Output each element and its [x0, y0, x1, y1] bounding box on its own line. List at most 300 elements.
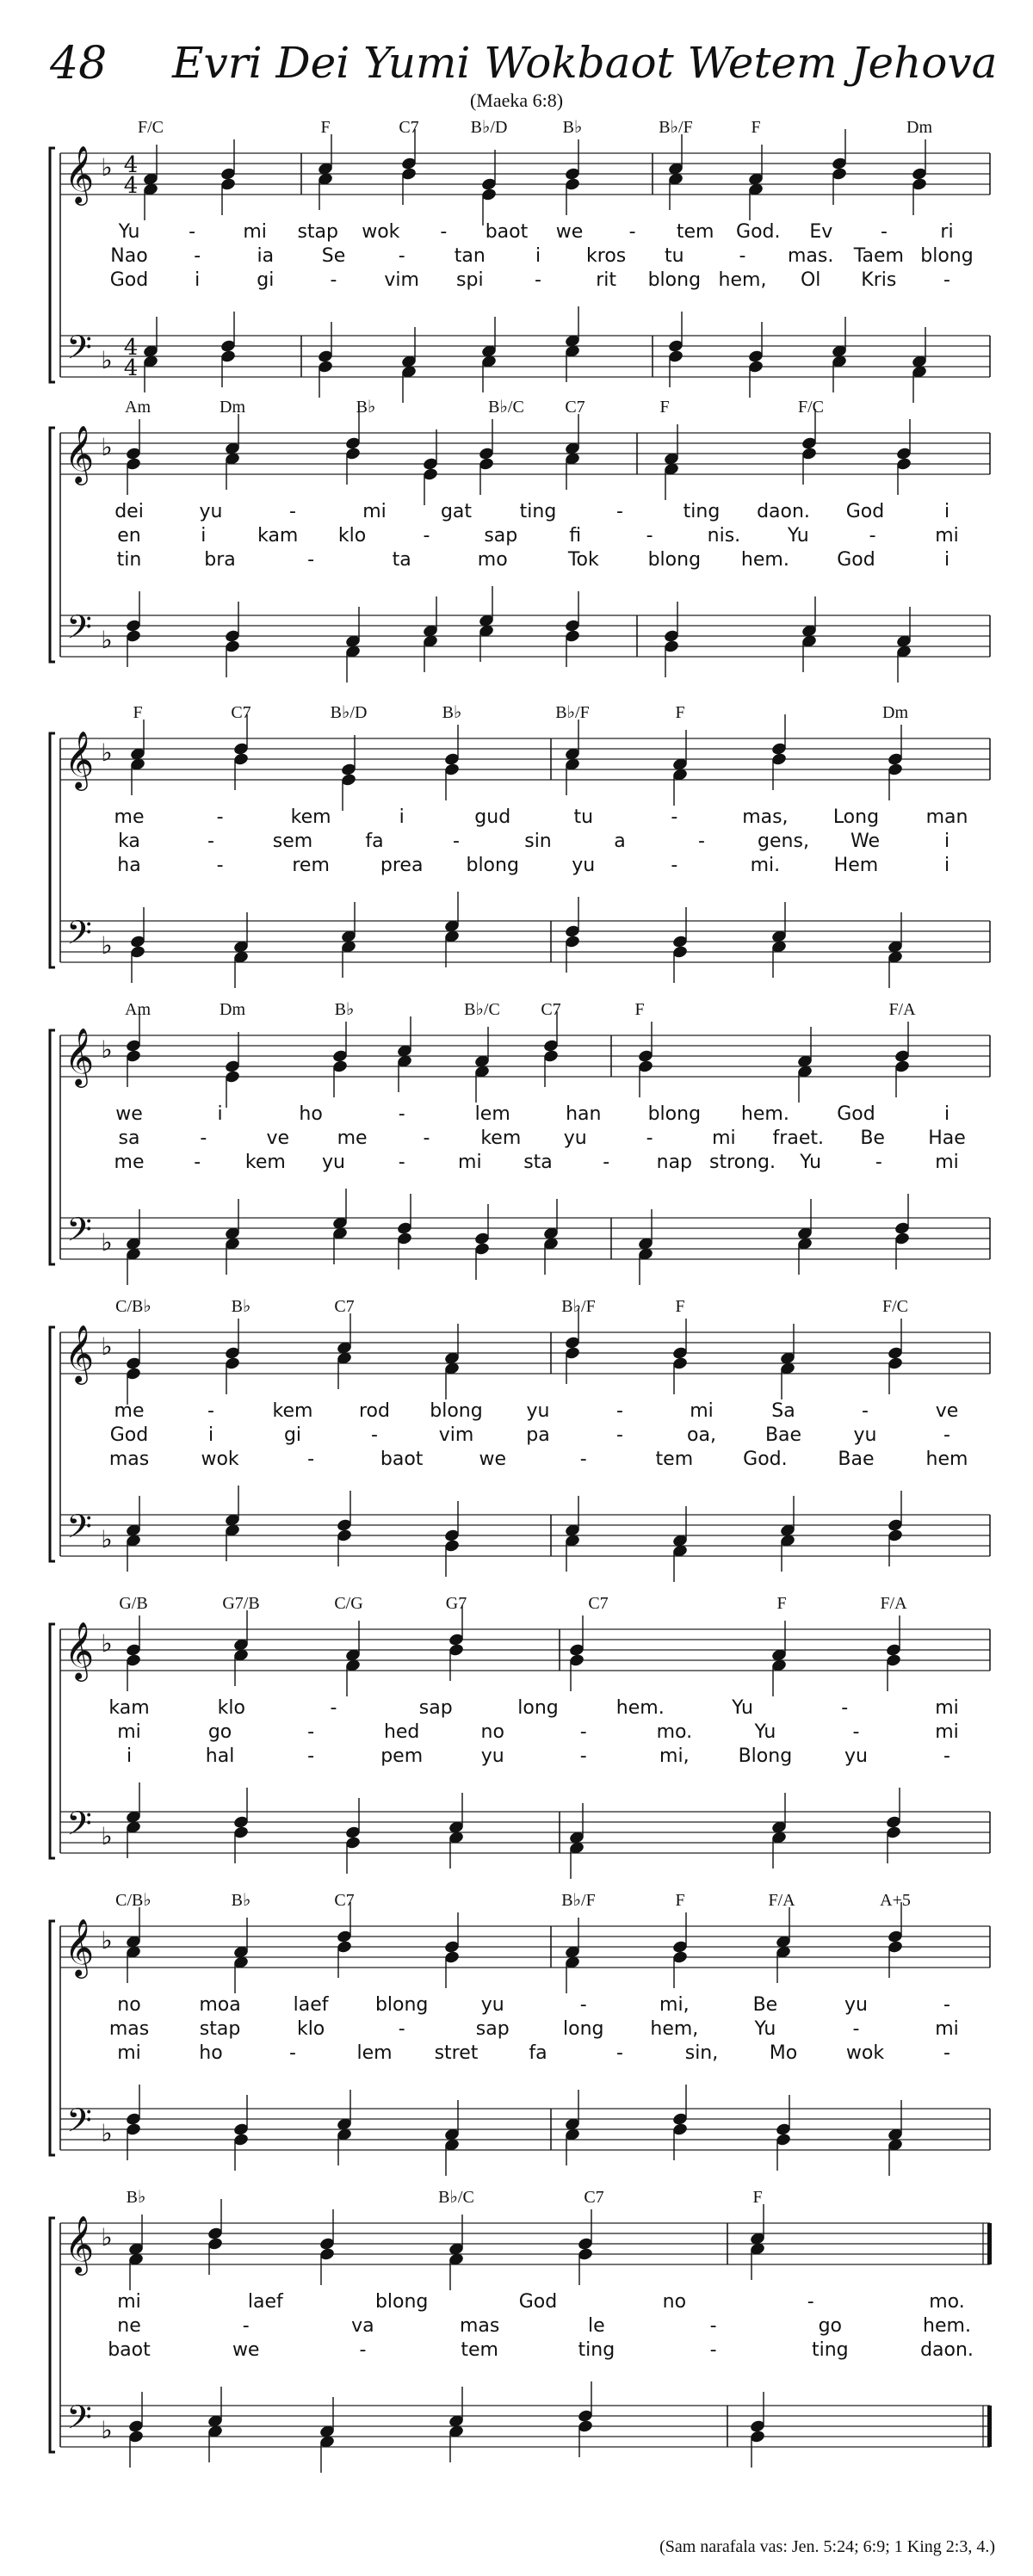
lyric-syllable: gi	[257, 269, 275, 291]
chord-symbol: B♭/F	[659, 118, 693, 137]
lyric-syllable: God	[518, 2291, 558, 2313]
chord-symbol: G7/B	[222, 1594, 260, 1613]
lyric-syllable: ka	[118, 831, 140, 852]
lyric-syllable: kros	[586, 245, 627, 267]
chord-symbol: C/B♭	[115, 1891, 152, 1910]
lyric-syllable: God	[109, 1424, 149, 1446]
footer-reference-note: (Sam narafala vas: Jen. 5:24; 6:9; 1 King 2:3, 4.)	[659, 2537, 995, 2556]
lyric-syllable: Sa	[771, 1400, 795, 1422]
lyric-syllable: we	[479, 1449, 506, 1470]
lyric-syllable: -	[943, 1745, 950, 1767]
lyric-syllable: sin	[524, 831, 552, 852]
lyric-syllable: -	[807, 2291, 814, 2313]
lyric-syllable: mo.	[929, 2291, 965, 2313]
lyric-syllable: man	[925, 806, 968, 828]
lyric-syllable: i	[207, 1424, 214, 1446]
lyric-syllable: hem	[925, 1449, 968, 1470]
lyric-syllable: baot	[108, 2339, 151, 2361]
lyric-syllable: va	[351, 2315, 374, 2337]
chord-symbol: B♭	[231, 1297, 251, 1316]
lyric-syllable: mi	[117, 1721, 141, 1743]
lyric-syllable: ting	[519, 501, 557, 522]
lyric-syllable: Yu	[800, 1152, 822, 1173]
treble-clef-icon: 𝄞	[64, 730, 95, 788]
lyric-syllable: -	[371, 1424, 378, 1446]
lyric-syllable: nis.	[707, 525, 741, 547]
lyric-syllable: Yu	[754, 2018, 776, 2040]
chord-symbol: B♭/D	[330, 703, 368, 722]
chord-symbol: B♭/F	[561, 1297, 596, 1316]
lyric-syllable: sap	[484, 525, 518, 547]
lyric-syllable: -	[943, 269, 950, 291]
lyric-syllable: le	[588, 2315, 605, 2337]
lyric-syllable: -	[875, 1152, 882, 1173]
key-flat-treble-icon: ♭	[101, 1926, 113, 1955]
lyric-syllable: -	[307, 1721, 315, 1743]
chord-symbol: F/C	[881, 1297, 909, 1316]
lyric-syllable: yu	[844, 1745, 868, 1767]
lyric-syllable: yu	[572, 855, 596, 876]
system-bracket	[50, 733, 55, 967]
lyric-syllable: me	[337, 1127, 368, 1149]
lyric-syllable: -	[943, 1424, 950, 1446]
chord-symbol: F	[133, 703, 143, 722]
lyric-syllable: kem	[272, 1400, 313, 1422]
lyric-syllable: prea	[380, 855, 424, 876]
chord-symbol: C/G	[334, 1594, 363, 1613]
lyric-syllable: blong	[920, 245, 974, 267]
lyric-syllable: mi	[935, 525, 959, 547]
lyric-syllable: mo.	[656, 1721, 693, 1743]
lyric-syllable: blong	[430, 1400, 483, 1422]
chord-symbol: F	[752, 2188, 763, 2207]
key-flat-bass-icon: ♭	[101, 1525, 113, 1554]
lyric-syllable: -	[579, 1745, 587, 1767]
lyric-syllable: kem	[480, 1127, 522, 1149]
lyric-syllable: daon.	[757, 501, 810, 522]
lyric-syllable: yu	[563, 1127, 587, 1149]
lyric-syllable: Hem	[833, 855, 879, 876]
key-flat-treble-icon: ♭	[101, 1629, 113, 1658]
chord-symbol: B♭	[562, 118, 583, 137]
lyric-syllable: go	[818, 2315, 843, 2337]
lyric-syllable: stap	[297, 221, 339, 243]
lyric-syllable: ting	[811, 2339, 849, 2361]
lyric-syllable: mi	[117, 2042, 141, 2064]
lyric-syllable: long	[517, 1697, 559, 1719]
lyric-syllable: yu	[322, 1152, 345, 1173]
lyric-syllable: -	[453, 831, 460, 852]
lyric-syllable: ne	[117, 2315, 141, 2337]
lyric-syllable: hem.	[615, 1697, 665, 1719]
lyric-syllable: -	[841, 1697, 849, 1719]
lyric-syllable: ha	[117, 855, 141, 876]
system-bracket	[50, 2218, 55, 2452]
lyric-syllable: -	[289, 2042, 296, 2064]
hymn-title: Evri Dei Yumi Wokbaot Wetem Jehova	[172, 38, 998, 88]
lyric-syllable: tan	[454, 245, 486, 267]
chord-symbol: Am	[125, 398, 151, 417]
lyric-syllable: mo	[477, 549, 508, 571]
lyric-syllable: rem	[292, 855, 330, 876]
lyric-syllable: ting	[683, 501, 721, 522]
lyric-syllable: kem	[244, 1152, 286, 1173]
key-flat-bass-icon: ♭	[101, 1228, 113, 1257]
lyric-syllable: yu	[199, 501, 223, 522]
lyric-syllable: God	[109, 269, 149, 291]
lyric-syllable: baot	[485, 221, 529, 243]
lyric-syllable: ta	[392, 549, 411, 571]
chord-symbol: F/C	[797, 398, 825, 417]
lyric-syllable: -	[398, 1152, 405, 1173]
lyric-syllable: -	[207, 1400, 214, 1422]
lyric-syllable: mi	[117, 2291, 141, 2313]
lyric-syllable: -	[709, 2339, 717, 2361]
lyric-syllable: kam	[257, 525, 299, 547]
lyric-syllable: pa	[526, 1424, 550, 1446]
key-flat-treble-icon: ♭	[101, 1332, 113, 1361]
chord-symbol: A+5	[880, 1891, 911, 1910]
chord-symbol: Am	[125, 1000, 151, 1019]
lyric-syllable: mi	[935, 2018, 959, 2040]
lyric-syllable: i	[943, 831, 950, 852]
treble-clef-icon: 𝄞	[64, 1027, 95, 1085]
lyric-syllable: mi	[362, 501, 387, 522]
key-flat-treble-icon: ♭	[101, 2223, 113, 2252]
lyric-syllable: i	[201, 525, 207, 547]
chord-symbol: C7	[399, 118, 419, 137]
lyric-syllable: -	[307, 1449, 315, 1470]
lyric-syllable: tem	[676, 221, 714, 243]
lyric-syllable: hed	[383, 1721, 420, 1743]
lyric-syllable: fi	[569, 525, 582, 547]
key-flat-treble-icon: ♭	[101, 1035, 113, 1064]
chord-symbol: B♭	[126, 2188, 146, 2207]
chord-symbol: B♭	[231, 1891, 251, 1910]
lyric-syllable: no	[117, 1994, 141, 2016]
chord-symbol: B♭/F	[561, 1891, 596, 1910]
lyric-syllable: blong	[374, 2291, 429, 2313]
lyric-syllable: -	[739, 245, 746, 267]
chord-symbol: F/A	[880, 1594, 907, 1613]
system-1	[50, 118, 990, 403]
lyric-syllable: i	[399, 806, 405, 828]
lyric-syllable: -	[423, 1127, 430, 1149]
treble-clef-icon: 𝄞	[64, 424, 95, 483]
lyric-syllable: a	[614, 831, 626, 852]
lyric-syllable: en	[117, 525, 141, 547]
treble-clef-icon: 𝄞	[64, 1324, 95, 1382]
lyric-syllable: God	[837, 1103, 875, 1125]
key-flat-treble-icon: ♭	[101, 433, 113, 461]
lyric-syllable: laef	[247, 2291, 283, 2313]
chord-symbol: C7	[541, 1000, 561, 1019]
lyric-syllable: Taem	[853, 245, 904, 267]
lyric-syllable: han	[566, 1103, 602, 1125]
chord-symbol: F/C	[137, 118, 164, 137]
chord-symbol: F/A	[888, 1000, 916, 1019]
treble-clef-icon: 𝄞	[64, 1621, 95, 1679]
bass-clef-icon: 𝄢	[66, 328, 92, 374]
lyric-syllable: hem.	[740, 549, 789, 571]
lyric-syllable: -	[616, 2042, 623, 2064]
lyric-syllable: -	[289, 501, 296, 522]
system-bracket	[50, 1030, 55, 1264]
lyric-syllable: fa	[529, 2042, 547, 2064]
time-sig-bass-bottom: 4	[123, 355, 139, 381]
lyric-syllable: lem	[474, 1103, 510, 1125]
chord-symbol: Dm	[906, 118, 932, 137]
final-barline-thick	[987, 2223, 992, 2264]
lyric-syllable: -	[330, 269, 337, 291]
bass-clef-icon: 𝄢	[66, 2398, 92, 2444]
chord-symbol: F	[659, 398, 670, 417]
lyric-syllable: ve	[266, 1127, 290, 1149]
lyric-syllable: moa	[199, 1994, 241, 2016]
lyric-syllable: laef	[293, 1994, 329, 2016]
lyric-syllable: sap	[418, 1697, 453, 1719]
lyric-syllable: gat	[440, 501, 473, 522]
system-5	[50, 1297, 990, 1582]
key-flat-bass-icon: ♭	[101, 2416, 113, 2444]
lyric-syllable: Ev	[809, 221, 833, 243]
lyric-syllable: tu	[665, 245, 684, 267]
chord-symbol: B♭	[334, 1000, 355, 1019]
time-sig-treble-top: 4	[123, 152, 139, 178]
chord-symbol: B♭/C	[488, 398, 524, 417]
chord-symbol: Dm	[220, 1000, 245, 1019]
treble-clef-icon: 𝄞	[64, 145, 95, 203]
lyric-syllable: mi	[690, 1400, 714, 1422]
bass-clef-icon: 𝄢	[66, 913, 92, 960]
lyric-syllable: fa	[365, 831, 384, 852]
lyric-syllable: ho	[199, 2042, 223, 2064]
lyric-syllable: ve	[935, 1400, 959, 1422]
lyric-syllable: rit	[596, 269, 617, 291]
lyric-syllable: wok	[201, 1449, 239, 1470]
lyric-syllable: vim	[438, 1424, 474, 1446]
lyric-syllable: sin,	[684, 2042, 719, 2064]
key-flat-treble-icon: ♭	[101, 738, 113, 767]
lyric-syllable: Kris	[861, 269, 897, 291]
lyric-syllable: Blong	[738, 1745, 793, 1767]
lyric-syllable: mi	[935, 1697, 959, 1719]
chord-symbol: F/A	[768, 1891, 795, 1910]
lyric-syllable: -	[579, 1721, 587, 1743]
system-bracket	[50, 1921, 55, 2155]
lyric-syllable: mi	[935, 1721, 959, 1743]
lyric-syllable: mi.	[750, 855, 781, 876]
lyric-syllable: -	[671, 855, 678, 876]
lyric-syllable: i	[195, 269, 201, 291]
lyric-syllable: mas	[459, 2315, 500, 2337]
system-4	[50, 1000, 990, 1285]
lyric-syllable: oa,	[687, 1424, 716, 1446]
lyric-syllable: mi	[935, 1152, 959, 1173]
lyric-syllable: pem	[380, 1745, 424, 1767]
lyric-syllable: -	[189, 221, 196, 243]
lyric-syllable: Yu	[754, 1721, 776, 1743]
lyric-syllable: wok	[845, 2042, 885, 2064]
lyric-syllable: mas.	[787, 245, 834, 267]
lyric-syllable: -	[398, 2018, 405, 2040]
lyric-syllable: lem	[356, 2042, 393, 2064]
chord-symbol: F	[675, 1891, 685, 1910]
lyric-syllable: mi	[712, 1127, 736, 1149]
lyric-syllable: -	[423, 525, 430, 547]
lyric-syllable: -	[440, 221, 448, 243]
lyric-syllable: mas	[108, 2018, 150, 2040]
system-bracket	[50, 148, 55, 382]
lyric-syllable: yu	[844, 1994, 868, 2016]
lyric-syllable: kem	[290, 806, 331, 828]
lyric-syllable: Mo	[769, 2042, 798, 2064]
chord-symbol: F	[751, 118, 761, 137]
lyric-syllable: mi,	[659, 1994, 690, 2016]
lyric-syllable: mas,	[742, 806, 789, 828]
lyric-syllable: tem	[655, 1449, 694, 1470]
lyric-syllable: -	[398, 245, 405, 267]
lyric-syllable: -	[200, 1127, 207, 1149]
lyric-syllable: i	[217, 1103, 223, 1125]
key-flat-bass-icon: ♭	[101, 1822, 113, 1850]
lyric-syllable: gens,	[758, 831, 809, 852]
chord-symbol: G/B	[119, 1594, 148, 1613]
lyric-syllable: blong	[647, 549, 702, 571]
lyric-syllable: -	[207, 831, 214, 852]
lyric-syllable: Long	[832, 806, 880, 828]
lyric-syllable: ting	[578, 2339, 615, 2361]
chord-symbol: G7	[445, 1594, 467, 1613]
lyric-syllable: -	[862, 1400, 869, 1422]
lyric-syllable: dei	[114, 501, 144, 522]
chord-symbol: F	[675, 1297, 685, 1316]
chord-symbol: F	[776, 1594, 787, 1613]
system-7	[50, 1891, 990, 2176]
lyric-syllable: -	[852, 1721, 860, 1743]
lyric-syllable: wok	[362, 221, 400, 243]
lyric-syllable: stret	[434, 2042, 479, 2064]
lyric-syllable: -	[943, 1994, 950, 2016]
bass-clef-icon: 𝄢	[66, 2101, 92, 2147]
lyric-syllable: -	[671, 806, 678, 828]
lyric-syllable: -	[869, 525, 876, 547]
lyric-syllable: no	[662, 2291, 687, 2313]
lyric-syllable: mas	[108, 1449, 150, 1470]
lyric-syllable: sa	[118, 1127, 140, 1149]
lyric-syllable: mi,	[659, 1745, 690, 1767]
lyric-syllable: Tok	[567, 549, 599, 571]
lyric-syllable: mi	[243, 221, 267, 243]
treble-clef-icon: 𝄞	[64, 2215, 95, 2273]
system-3	[50, 703, 990, 988]
lyric-syllable: ia	[257, 245, 275, 267]
lyric-syllable: Yu	[787, 525, 809, 547]
lyric-syllable: We	[851, 831, 880, 852]
lyric-syllable: sta	[523, 1152, 553, 1173]
lyric-syllable: tu	[573, 806, 594, 828]
lyric-syllable: -	[880, 221, 888, 243]
lyric-syllable: Be	[752, 1994, 778, 2016]
lyric-syllable: -	[943, 2042, 950, 2064]
lyric-syllable: -	[852, 2018, 860, 2040]
lyric-syllable: sem	[272, 831, 313, 852]
chord-symbol: B♭/C	[438, 2188, 474, 2207]
chord-symbol: F	[634, 1000, 645, 1019]
time-sig-bass-top: 4	[123, 335, 139, 361]
lyric-syllable: God.	[736, 221, 781, 243]
lyric-syllable: -	[216, 855, 224, 876]
lyric-syllable: hal	[205, 1745, 235, 1767]
lyric-syllable: i	[943, 1103, 950, 1125]
chord-symbol: B♭/D	[470, 118, 508, 137]
key-flat-bass-icon: ♭	[101, 2119, 113, 2147]
lyric-syllable: long	[563, 2018, 604, 2040]
lyric-syllable: ri	[940, 221, 954, 243]
lyric-syllable: -	[307, 1745, 315, 1767]
lyric-syllable: -	[242, 2315, 250, 2337]
lyric-syllable: -	[398, 1103, 405, 1125]
chord-symbol: C7	[334, 1891, 355, 1910]
lyric-syllable: -	[616, 1424, 623, 1446]
lyric-syllable: we	[232, 2339, 260, 2361]
lyric-syllable: nap	[656, 1152, 693, 1173]
bass-clef-icon: 𝄢	[66, 1507, 92, 1554]
lyric-syllable: baot	[380, 1449, 424, 1470]
final-barline-thick	[987, 2406, 992, 2447]
lyric-syllable: me	[114, 1152, 145, 1173]
lyric-syllable: klo	[217, 1697, 245, 1719]
lyric-syllable: Nao	[110, 245, 148, 267]
lyric-syllable: go	[207, 1721, 232, 1743]
system-bracket	[50, 1327, 55, 1561]
system-bracket	[50, 1624, 55, 1858]
lyric-syllable: i	[535, 245, 541, 267]
lyric-syllable: -	[628, 221, 636, 243]
lyric-syllable: i	[126, 1745, 133, 1767]
chord-symbol: C7	[584, 2188, 604, 2207]
key-flat-bass-icon: ♭	[101, 626, 113, 654]
hymn-number: 48	[50, 38, 108, 90]
system-8	[50, 2188, 992, 2473]
key-flat-treble-icon: ♭	[101, 153, 113, 182]
chord-symbol: C7	[231, 703, 251, 722]
lyric-syllable: -	[579, 1449, 587, 1470]
chord-symbol: B♭/C	[464, 1000, 500, 1019]
lyric-syllable: gud	[474, 806, 511, 828]
lyric-syllable: daon.	[920, 2339, 974, 2361]
lyric-syllable: -	[603, 1152, 610, 1173]
lyric-syllable: stap	[199, 2018, 241, 2040]
lyric-syllable: no	[480, 1721, 504, 1743]
lyric-syllable: i	[943, 549, 950, 571]
chord-symbol: Dm	[220, 398, 245, 417]
lyric-syllable: Yu	[118, 221, 140, 243]
bass-clef-icon: 𝄢	[66, 1804, 92, 1850]
lyric-syllable: -	[307, 549, 315, 571]
lyric-syllable: Bae	[838, 1449, 875, 1470]
lyric-syllable: -	[709, 2315, 717, 2337]
system-6	[50, 1594, 990, 1879]
lyric-syllable: -	[698, 831, 705, 852]
lyric-syllable: me	[114, 806, 145, 828]
lyric-syllable: blong	[647, 1103, 702, 1125]
lyric-syllable: -	[535, 269, 541, 291]
bass-clef-icon: 𝄢	[66, 1210, 92, 1257]
lyric-syllable: fraet.	[772, 1127, 824, 1149]
lyric-syllable: -	[646, 1127, 653, 1149]
lyric-syllable: -	[216, 806, 224, 828]
